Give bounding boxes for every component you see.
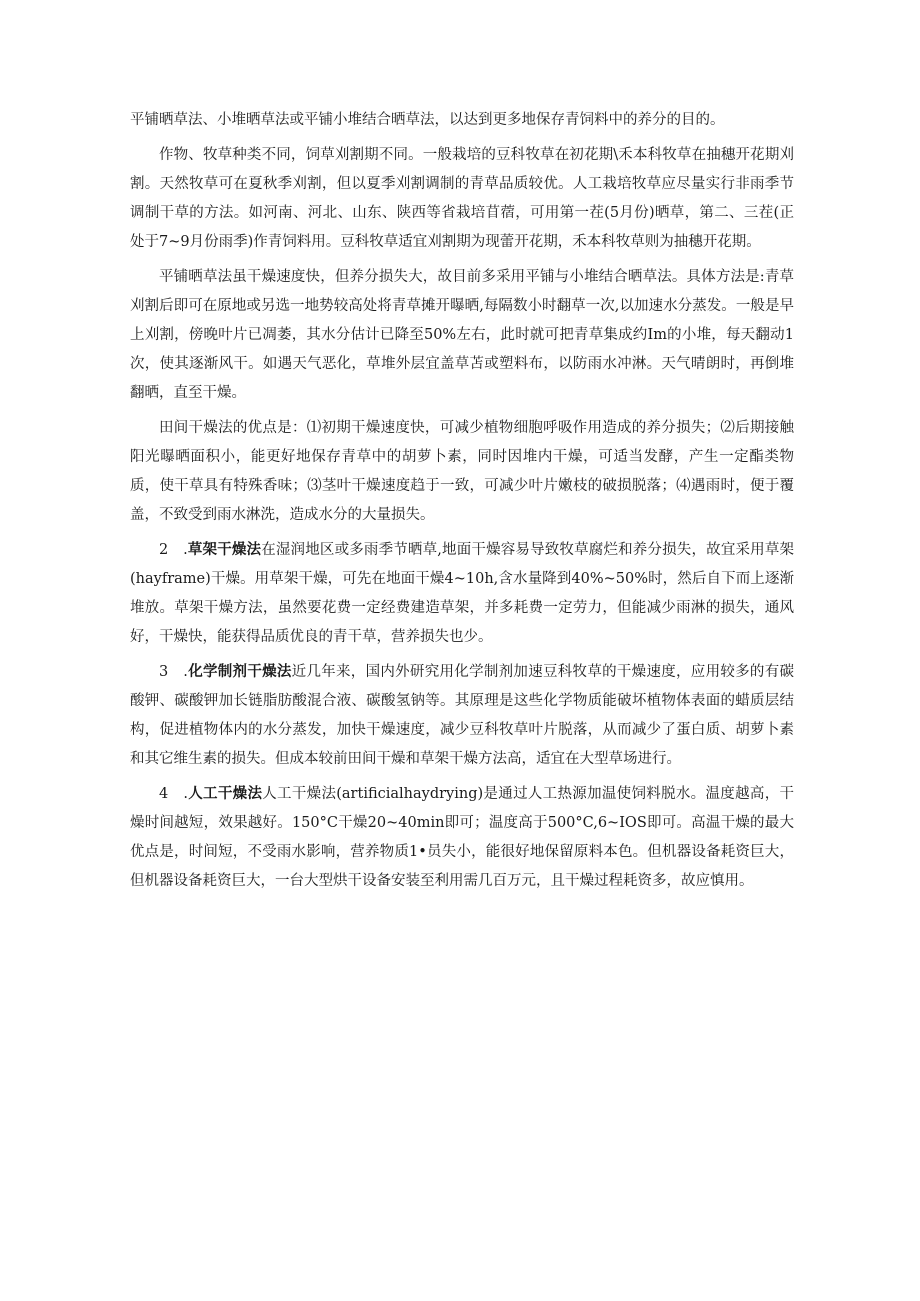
paragraph-flat-spread-method: 平铺晒草法虽干燥速度快，但养分损失大，故目前多采用平铺与小堆结合晒草法。具体方法是:青草刈割后即可在原地或另选一地势较高处将青草摊开曝晒,每隔数小时翻草一次,以加速水分蒸发。一般是早上刈割，傍晚叶片已凋萎，其水分估计已降至50%左右，此时就可把青草集成约Im的小堆，每天翻动1次，使其逐渐风干。如遇天气恶化，草堆外层宜盖草苫或塑料布，以防雨水冲淋。天气晴朗时，再倒堆翻晒，直至干燥。 bbox=[130, 269, 794, 401]
section-artificial-drying bbox=[130, 780, 794, 896]
section-heading: 人工干燥法 bbox=[187, 786, 263, 802]
section-chemical-drying bbox=[130, 658, 794, 774]
section-heading: 草架干燥法 bbox=[187, 542, 262, 558]
section-heading: 化学制剂干燥法 bbox=[187, 664, 292, 680]
section-body: 近几年来，国内外研究用化学制剂加速豆科牧草的干燥速度，应用较多的有碳酸钾、碳酸钾加长链脂肪酸混合液、碳酸氢钠等。其原理是这些化学物质能破坏植物体表面的蜡质层结构，促进植物体内的水分蒸发，加快干燥速度，减少豆科牧草叶片脱落，从而减少了蛋白质、胡萝卜素和其它维生素的损失。但成本较前田间干燥和草架干燥方法高，适宜在大型草场进行。 bbox=[130, 664, 794, 767]
document-page bbox=[130, 106, 794, 902]
paragraph-field-drying-advantages: 田间干燥法的优点是：⑴初期干燥速度快，可减少植物细胞呼吸作用造成的养分损失；⑵后期接触阳光曝晒面积小，能更好地保存青草中的胡萝卜素，同时因堆内干燥，可适当发酵，产生一定酯类物质，使干草具有特殊香味；⑶茎叶干燥速度趋于一致，可减少叶片嫩枝的破损脱落；⑷遇雨时，便于覆盖，不致受到雨水淋洗，造成水分的大量损失。 bbox=[130, 420, 794, 523]
section-number: 4 . bbox=[159, 786, 188, 802]
paragraph-cutting-period: 作物、牧草种类不同，饲草刈割期不同。一般栽培的豆科牧草在初花期\禾本科牧草在抽穗开花期刈割。天然牧草可在夏秋季刈割，但以夏季刈割调制的青草品质较优。人工栽培牧草应尽量实行非雨季节调制干草的方法。如河南、河北、山东、陕西等省栽培苜蓿，可用第一茬(5月份)晒草，第二、三茬(正处于7~9月份雨季)作青饲料用。豆科牧草适宜刈割期为现蕾开花期，禾本科牧草则为抽穗开花期。 bbox=[130, 147, 794, 250]
section-body: 人工干燥法(artificialhaydrying)是通过人工热源加温使饲料脱水。温度越高，干燥时间越短，效果越好。150°C干燥20~40min即可；温度高于500°C,6~IOS即可。高温干燥的最大优点是，时间短，不受雨水影响，营养物质1•员失小，能很好地保留原料本色。但机器设备耗资巨大，但机器设备耗资巨大，一台大型烘干设备安装至利用需几百万元，且干燥过程耗资多，故应慎用。 bbox=[130, 786, 794, 889]
paragraph-drying-methods-intro: 平铺晒草法、小堆晒草法或平铺小堆结合晒草法，以达到更多地保存青饲料中的养分的目的。 bbox=[130, 112, 725, 128]
section-number: 3 . bbox=[159, 664, 188, 680]
section-number: 2 . bbox=[159, 542, 188, 558]
section-rack-drying bbox=[130, 536, 794, 652]
section-body: 在湿润地区或多雨季节晒草,地面干燥容易导致牧草腐烂和养分损失，故宜采用草架(hayframe)干燥。用草架干燥，可先在地面干燥4~10h,含水量降到40%~50%时，然后自下而上逐渐堆放。草架干燥方法，虽然要花费一定经费建造草架，并多耗费一定劳力，但能减少雨淋的损失，通风好，干燥快，能获得品质优良的青干草，营养损失也少。 bbox=[130, 542, 794, 645]
